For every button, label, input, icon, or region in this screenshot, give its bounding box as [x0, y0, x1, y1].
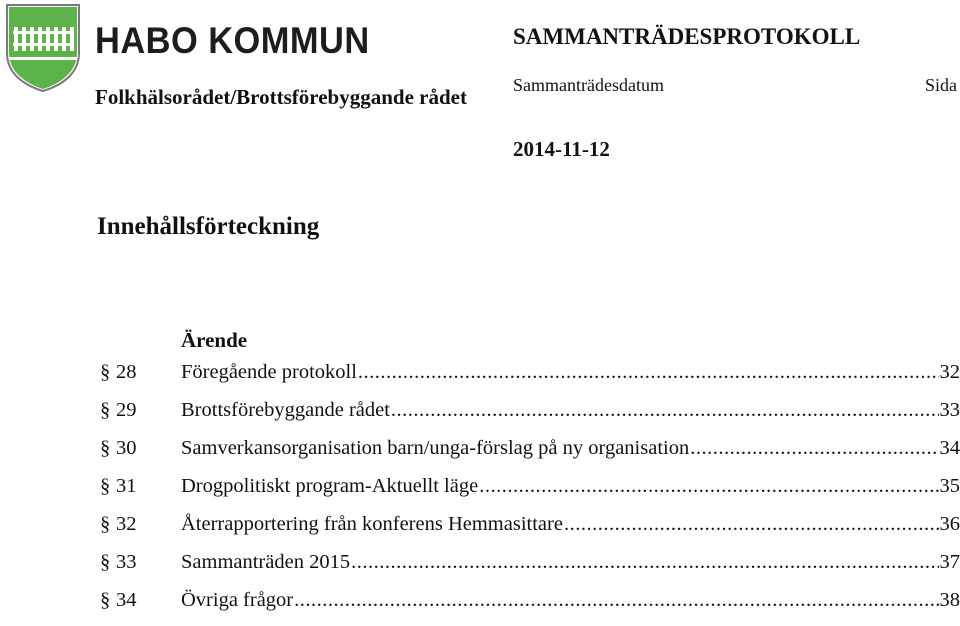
- toc-item-page: 37: [940, 550, 960, 574]
- toc-item-title: Brottsförebyggande rådet: [181, 398, 390, 422]
- section-sign-icon: §: [100, 512, 114, 536]
- toc-dot-leader: [358, 360, 939, 384]
- toc-item-page: 38: [940, 588, 960, 612]
- toc-item-number: 31: [116, 474, 137, 498]
- meeting-date-label: Sammanträdesdatum: [513, 75, 664, 96]
- toc-item-entry: [181, 588, 960, 612]
- toc-item-title: Drogpolitiskt program-Aktuellt läge: [181, 474, 478, 498]
- toc-item-number: 28: [116, 360, 137, 384]
- toc-item-entry: [181, 512, 960, 536]
- section-sign-icon: §: [100, 360, 114, 384]
- toc-item[interactable]: [0, 436, 960, 474]
- toc-item-title: Återrapportering från konferens Hemmasittare: [181, 512, 563, 536]
- toc-item-entry: [181, 550, 960, 574]
- toc-item[interactable]: [0, 550, 960, 588]
- toc-item[interactable]: [0, 360, 960, 398]
- section-sign-icon: §: [100, 588, 114, 612]
- page-label: Sida: [925, 75, 957, 96]
- toc-dot-leader: [391, 398, 939, 422]
- toc-item-page: 32: [940, 360, 960, 384]
- section-sign-icon: §: [100, 398, 114, 422]
- department-name: Folkhälsorådet/Brottsförebyggande rådet: [95, 84, 475, 110]
- toc-item-page: 33: [940, 398, 960, 422]
- toc-item-entry: [181, 436, 960, 460]
- toc-dot-leader: [351, 550, 938, 574]
- toc-item-number: 33: [116, 550, 137, 574]
- toc-item-entry: [181, 474, 960, 498]
- toc-item[interactable]: [0, 512, 960, 550]
- section-sign-icon: §: [100, 550, 114, 574]
- section-sign-icon: §: [100, 474, 114, 498]
- toc-dot-leader: [294, 588, 938, 612]
- toc-item-page: 35: [940, 474, 960, 498]
- toc-item-page: 34: [940, 436, 960, 460]
- toc-item-page: 36: [940, 512, 960, 536]
- toc-item-number: 32: [116, 512, 137, 536]
- toc-column-header: Ärende: [181, 328, 247, 353]
- toc-dot-leader: [564, 512, 939, 536]
- toc-item-entry: [181, 398, 960, 422]
- logo-wordmark: HABO KOMMUN: [95, 20, 370, 62]
- toc-item-title: Samverkansorganisation barn/unga-förslag på ny organisation: [181, 436, 689, 460]
- toc-item-number: 34: [116, 588, 137, 612]
- toc-item-number: 30: [116, 436, 137, 460]
- meeting-date-value: 2014-11-12: [513, 137, 610, 162]
- toc-list: [0, 360, 960, 626]
- toc-item-number: 29: [116, 398, 137, 422]
- toc-item[interactable]: [0, 588, 960, 626]
- toc-item-title: Föregående protokoll: [181, 360, 357, 384]
- toc-item[interactable]: [0, 474, 960, 512]
- habo-kommun-crest-logo: [5, 3, 81, 93]
- toc-item-title: Sammanträden 2015: [181, 550, 350, 574]
- toc-dot-leader: [690, 436, 938, 460]
- toc-title: Innehållsförteckning: [97, 213, 319, 241]
- section-sign-icon: §: [100, 436, 114, 460]
- document-type-heading: SAMMANTRÄDESPROTOKOLL: [513, 24, 860, 50]
- toc-dot-leader: [479, 474, 938, 498]
- toc-item-title: Övriga frågor: [181, 588, 293, 612]
- toc-item[interactable]: [0, 398, 960, 436]
- toc-item-entry: [181, 360, 960, 384]
